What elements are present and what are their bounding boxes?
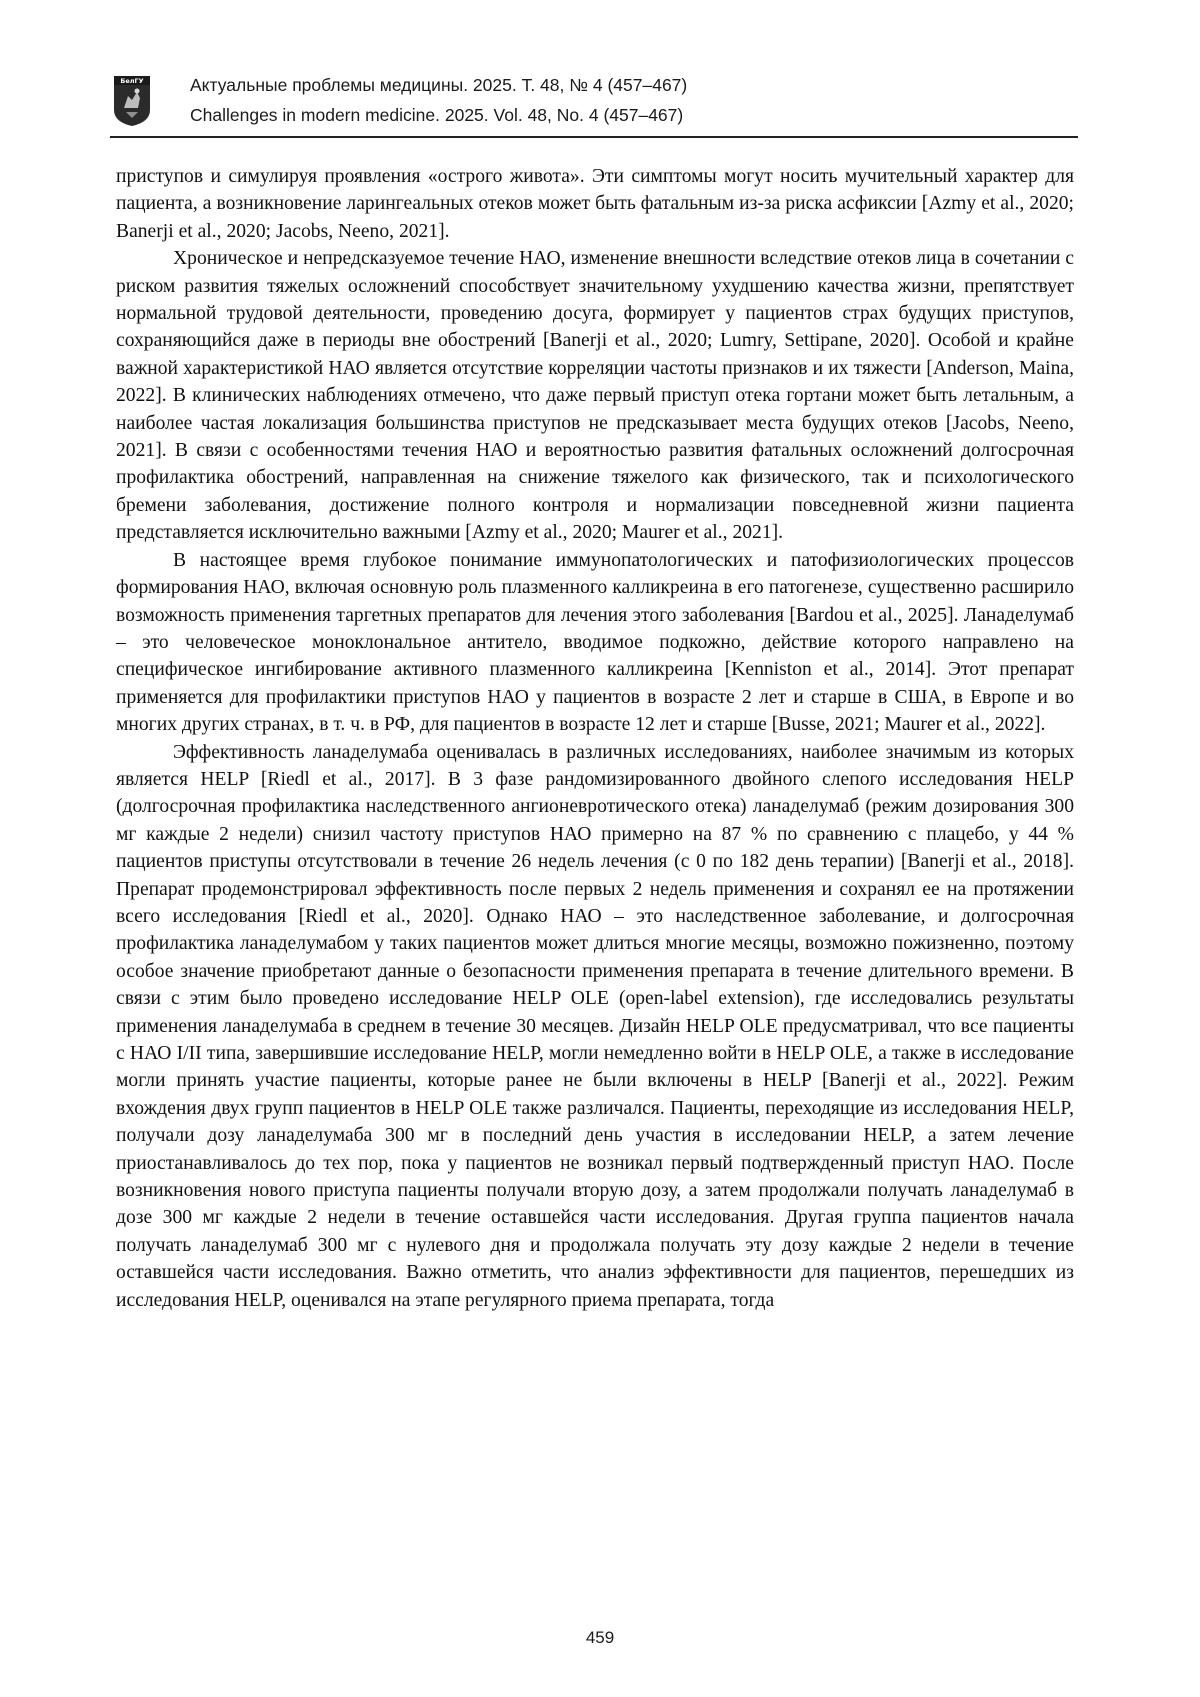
paragraph-3: В настоящее время глубокое понимание иммунопатологических и патофизиологических процессов формирования НАО, включая основную роль плазменного калликреина в его патогенезе, существенно расширило возможность применения таргетных препаратов для лечения этого заболевания [Bardou et al., 2025]. Ланаделумаб – это человеческое моноклональное антитело, вводимое подкожно, действие которого направлено на специфическое ингибирование активного плазменного калликреина [Kenniston et al., 2014]. Этот препарат применяется для профилактики приступов НАО у пациентов в возрасте 2 лет и старше в США, в Европе и во многих других странах, в т. ч. в РФ, для пациентов в возрасте 12 лет и старше [Busse, 2021; Maurer et al., 2022]. <box>116 549 1074 736</box>
paragraph-1: приступов и симулируя проявления «острого живота». Эти симптомы могут носить мучительный характер для пациента, а возникновение ларингеальных отеков может быть фатальным из-за риска асфиксии [Azmy et al., 2020; Banerji et al., 2020; Jacobs, Neeno, 2021]. <box>116 166 1074 242</box>
paragraph-4: Эффективность ланаделумаба оценивалась в различных исследованиях, наиболее значимым из которых является HELP [Riedl et al., 2017]. В 3 фазе рандомизированного двойного слепого исследования HELP (долгосрочная профилактика наследственного ангионевротического отека) ланаделумаб (режим дозирования 300 мг каждые 2 недели) снизил частоту приступов НАО примерно на 87 % по сравнению с плацебо, у 44 % пациентов приступы отсутствовали в течение 26 недель лечения (с 0 по 182 день терапии) [Banerji et al., 2018]. Препарат продемонстрировал эффективность после первых 2 недель применения и сохранял ее на протяжении всего исследования [Riedl et al., 2020]. Однако НАО – это наследственное заболевание, и долгосрочная профилактика ланаделумабом у таких пациентов может длиться многие месяцы, возможно пожизненно, поэтому особое значение приобретают данные о безопасности применения препарата в течение длительного времени. В связи с этим было проведено исследование HELP OLE (open-label extension), где исследовались результаты применения ланаделумаба в среднем в течение 30 месяцев. Дизайн HELP OLE предусматривал, что все пациенты с НАО I/II типа, завершившие исследование HELP, могли немедленно войти в HELP OLE, а также в исследование могли принять участие пациенты, которые ранее не были включены в HELP [Banerji et al., 2022]. Режим вхождения двух групп пациентов в HELP OLE также различался. Пациенты, переходящие из исследования HELP, получали дозу ланаделумаба 300 мг в последний день участия в исследовании HELP, а затем лечение приостанавливалось до тех пор, пока у пациентов не возникал первый подтвержденный приступ НАО. После возникновения нового приступа пациенты получали вторую дозу, а затем продолжали получать ланаделумаб в дозе 300 мг каждые 2 недели в течение оставшейся части исследования. Другая группа пациентов начала получать ланаделумаб 300 мг с нулевого дня и продолжала получать эту дозу каждые 2 недели в течение оставшейся части исследования. Важно отметить, что анализ эффективности для пациентов, перешедших из исследования HELP, оценивался на этапе регулярного приема препарата, тогда <box>116 741 1074 1311</box>
page-number: 459 <box>585 1628 615 1647</box>
university-logo <box>112 74 152 128</box>
journal-title-en: Challenges in modern medicine. 2025. Vol. 48, No. 4 (457–467) <box>190 105 684 125</box>
journal-title-ru: Актуальные проблемы медицины. 2025. Т. 48, № 4 (457–467) <box>190 75 688 95</box>
paragraph-2: Хроническое и непредсказуемое течение НАО, изменение внешности вследствие отеков лица в сочетании с риском развития тяжелых осложнений способствует значительному ухудшению качества жизни, препятствует нормальной трудовой деятельности, проведению досуга, формирует у пациентов страх будущих приступов, сохраняющийся даже в периоды вне обострений [Banerji et al., 2020; Lumry, Settipane, 2020]. Особой и крайне важной характеристикой НАО является отсутствие корреляции частоты признаков и их тяжести [Anderson, Maina, 2022]. В клинических наблюдениях отмечено, что даже первый приступ отека гортани может быть летальным, а наиболее частая локализация большинства приступов не предсказывает места будущих отеков [Jacobs, Neeno, 2021]. В связи с особенностями течения НАО и вероятностью развития фатальных осложнений долгосрочная профилактика обострений, направленная на снижение тяжелого как физического, так и психологического бремени заболевания, достижение полного контроля и нормализации повседневной жизни пациента представляется исключительно важными [Azmy et al., 2020; Maurer et al., 2021]. <box>116 248 1074 544</box>
svg-text:БелГУ: БелГУ <box>120 77 144 85</box>
article-body <box>116 163 1074 1314</box>
page-header <box>110 70 1078 138</box>
